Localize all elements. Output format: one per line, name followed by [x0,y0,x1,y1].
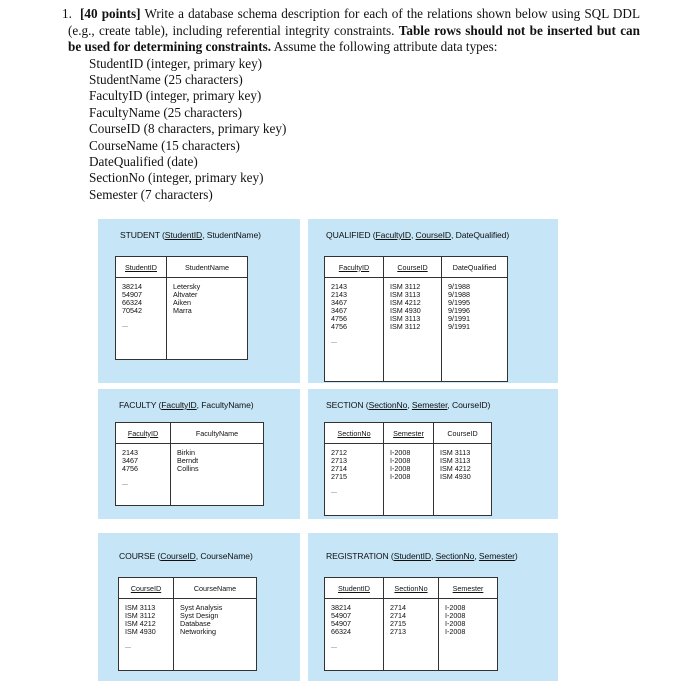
relation-title: QUALIFIED (FacultyID, CourseID, DateQualified) [326,230,510,240]
table-column: 38214 54907 66324 70542 ... [116,278,167,360]
table-column: ISM 3113 ISM 3112 ISM 4212 ISM 4930 ... [119,599,174,671]
section-table [324,422,492,516]
column-header: Semester [439,578,498,599]
relation-title: STUDENT (StudentID, StudentName) [120,230,261,240]
column-header: Semester [384,423,434,444]
table-column: ISM 3112 ISM 3113 ISM 4212 ISM 4930 ISM 3113 ISM 3112 [384,278,442,382]
table-column: Letersky Altvater Aiken Marra [167,278,248,360]
table-column: Syst Analysis Syst Design Database Networking [174,599,257,671]
column-header: SectionNo [384,578,439,599]
course-table [118,577,257,671]
registration-table [324,577,498,671]
faculty-table [115,422,264,506]
attribute-item: CourseName (15 characters) [89,137,240,153]
attribute-item: SectionNo (integer, primary key) [89,170,264,186]
table-column: Birkin Berndt Collins [171,444,264,506]
student-relation-panel [98,219,300,383]
qualified-relation-panel [308,219,558,383]
table-column: 38214 54907 54907 66324 ... [325,599,384,671]
column-header: StudentID [116,257,167,278]
student-table [115,256,248,360]
registration-relation-panel [308,533,558,681]
attribute-item: StudentID (integer, primary key) [89,55,263,71]
column-header: StudentID [325,578,384,599]
column-header: DateQualified [442,257,508,278]
question-bold-note: Table rows should not be inserted but can be used for determining constraints. [68,22,640,54]
attribute-list [89,56,640,204]
table-column: 2714 2714 2715 2713 [384,599,439,671]
relation-title: SECTION (SectionNo, Semester, CourseID) [326,400,491,410]
question-number: 1. [62,6,72,21]
column-header: CourseID [384,257,442,278]
question-intro: Write a database schema description for each of the relations shown below using SQL DDL (e.g., create table), including referential integrity constraints. [68,6,641,38]
attribute-item: FacultyName (25 characters) [89,104,243,120]
question-paragraph [62,6,641,56]
column-header: CourseName [174,578,257,599]
attribute-item: FacultyID (integer, primary key) [89,88,262,104]
attribute-item: DateQualified (date) [89,153,198,169]
attribute-item: StudentName (25 characters) [89,71,243,87]
course-relation-panel [98,533,300,681]
table-column: ISM 3113 ISM 3113 ISM 4212 ISM 4930 [434,444,492,516]
column-header: CourseID [119,578,174,599]
column-header: CourseID [434,423,492,444]
question-text [62,6,641,203]
question-points: [40 points] [80,6,141,21]
section-relation-panel [308,389,558,519]
table-column: 9/1988 9/1988 9/1995 9/1996 9/1991 9/1991 [442,278,508,382]
question-outro: Assume the following attribute data types: [271,39,498,54]
column-header: FacultyID [325,257,384,278]
attribute-item: CourseID (8 characters, primary key) [89,121,287,137]
column-header: SectionNo [325,423,384,444]
relation-title: COURSE (CourseID, CourseName) [119,551,253,561]
relation-title: FACULTY (FacultyID, FacultyName) [119,400,254,410]
table-column: 2143 2143 3467 3467 4756 4756 ... [325,278,384,382]
faculty-relation-panel [98,389,300,519]
table-column: I-2008 I-2008 I-2008 I-2008 [439,599,498,671]
qualified-table [324,256,508,382]
column-header: StudentName [167,257,248,278]
column-header: FacultyID [116,423,171,444]
table-column: 2143 3467 4756 ... [116,444,171,506]
table-column: 2712 2713 2714 2715 ... [325,444,384,516]
relation-title: REGISTRATION (StudentID, SectionNo, Semester) [326,551,518,561]
table-column: I-2008 I-2008 I-2008 I-2008 [384,444,434,516]
attribute-item: Semester (7 characters) [89,186,213,202]
column-header: FacultyName [171,423,264,444]
